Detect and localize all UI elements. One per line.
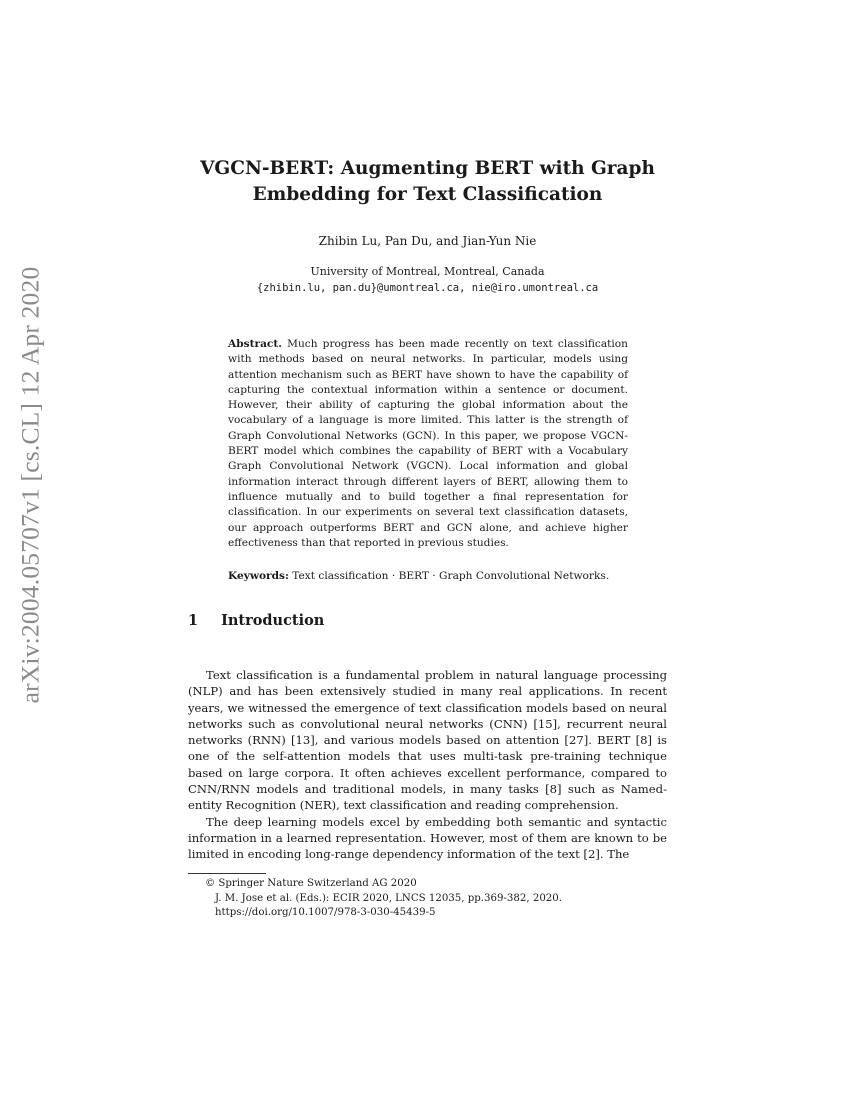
section-title: Introduction: [221, 612, 325, 629]
affiliation: University of Montreal, Montreal, Canada: [310, 265, 545, 278]
keywords-text: Text classification · BERT · Graph Convolutional Networks.: [292, 570, 610, 582]
title-line-2: Embedding for Text Classification: [252, 184, 603, 205]
abstract-text: Much progress has been made recently on text classification with methods based on neural networks. In particular, models using attention mechanism such as BERT have shown to have the capability of capturing the contextual information within a sentence or document. However, their ability of capturing the global information about the vocabulary of a language is more limited. This latter is the strength of Graph Convolutional Networks (GCN). In this paper, we propose VGCN-BERT model which combines the capability of BERT with a Vocabulary Graph Convolutional Network (VGCN). Local information and global information interact through different layers of BERT, allowing them to influence mutually and to build together a final representation for classification. In our experiments on several text classification datasets, our approach outperforms BERT and GCN alone, and achieve higher effectiveness than that reported in previous studies.: [228, 338, 628, 549]
arxiv-identifier: [6, 266, 54, 704]
doi-link[interactable]: https://doi.org/10.1007/978-3-030-45439-5: [215, 907, 436, 918]
section-heading: [188, 612, 324, 629]
author-emails: {zhibin.lu, pan.du}@umontreal.ca, nie@iro.umontreal.ca: [256, 282, 599, 294]
section-number: 1: [188, 612, 199, 629]
paper-title: [160, 156, 695, 208]
keywords: [228, 569, 638, 584]
footnote-rule: [188, 873, 266, 874]
citation-info: J. M. Jose et al. (Eds.): ECIR 2020, LNCS 12035, pp.369-382, 2020.: [215, 892, 563, 904]
title-line-1: VGCN-BERT: Augmenting BERT with Graph: [200, 158, 655, 179]
copyright-notice: © Springer Nature Switzerland AG 2020: [205, 878, 417, 889]
paragraph: Text classification is a fundamental problem in natural language processing (NLP) and has been extensively studied in many real applications. In recent years, we witnessed the emergence of text classification models based on neural networks such as convolutional neural networks (CNN) [15], recurrent neural networks (RNN) [13], and various models based on attention [27]. BERT [8] is one of the self-attention models that uses multi-task pre-training technique based on large corpora. It often achieves excellent performance, compared to CNN/RNN models and traditional models, in many tasks [8] such as Named-entity Recognition (NER), text classification and reading comprehension.: [188, 668, 667, 813]
paragraph: The deep learning models excel by embedding both semantic and syntactic information in a learned representation. However, most of them are known to be limited in encoding long-range dependency information of the text [2]. The: [188, 814, 667, 862]
arxiv-identifier-text: arXiv:2004.05707v1 [cs.CL] 12 Apr 2020: [15, 266, 44, 704]
abstract: [228, 337, 628, 551]
keywords-label: Keywords:: [228, 570, 289, 582]
introduction-body: [188, 667, 667, 863]
author-list: Zhibin Lu, Pan Du, and Jian-Yun Nie: [318, 234, 537, 248]
footnote: [205, 877, 675, 921]
abstract-label: Abstract.: [228, 338, 282, 350]
affiliation-block: [160, 264, 695, 296]
